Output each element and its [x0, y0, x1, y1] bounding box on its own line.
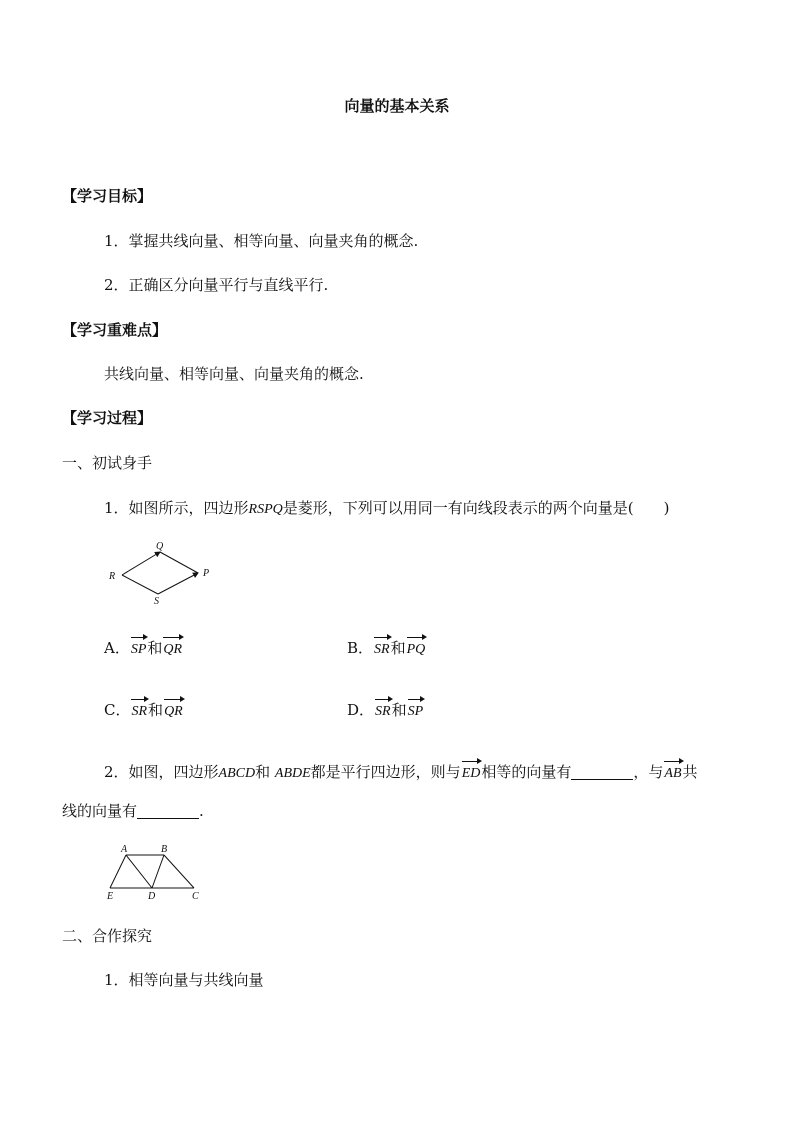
label-p: P [203, 568, 210, 579]
q2-vector-ed: ED [461, 764, 482, 784]
q2-shape-2: ABDE [274, 766, 311, 781]
option-d-vector-1: SR [374, 702, 392, 722]
question-2-line-2 [62, 801, 204, 821]
page-title: 向量的基本关系 [344, 97, 450, 115]
option-b-conj: 和 [390, 639, 406, 657]
edge-bc [164, 855, 194, 888]
label-a: A [121, 844, 128, 855]
option-b-label: B． [347, 639, 374, 657]
q2-mid-2: 都是平行四边形，则与 [310, 763, 461, 781]
question-1 [104, 498, 669, 520]
q2-vector-ab: AB [663, 764, 682, 784]
q1-shape: RSPQ [248, 502, 283, 517]
option-c-vector-2: QR [163, 702, 184, 722]
parallelogram-figure [100, 842, 210, 904]
question-2-line-1 [104, 762, 698, 784]
q2-mid-4: ，与 [633, 763, 664, 781]
rhombus-figure [100, 538, 230, 610]
q2-answer-blank-1[interactable] [571, 763, 633, 780]
q2-mid-1: 和 [255, 763, 271, 781]
option-d-label: D． [347, 701, 375, 719]
label-e: E [107, 891, 114, 902]
q1-option-b[interactable] [347, 638, 426, 660]
option-d-vector-2: SP [407, 702, 425, 722]
key-header: 【学习重难点】 [62, 321, 168, 339]
q1-prefix: 1．如图所示，四边形 [104, 499, 249, 517]
option-b-vector-1: SR [373, 640, 391, 660]
q1-option-c[interactable] [104, 700, 184, 722]
label-r: R [109, 571, 116, 582]
key-text: 共线向量、相等向量、向量夹角的概念. [104, 365, 364, 383]
option-a-vector-1: SP [130, 640, 148, 660]
edge-rs [122, 575, 158, 594]
label-c: C [192, 891, 199, 902]
edge-ae [110, 855, 126, 888]
part1-header: 一、初试身手 [62, 454, 153, 472]
q2-shape-1: ABCD [218, 766, 256, 781]
part2-header: 二、合作探究 [62, 927, 153, 945]
q2-prefix: 2．如图，四边形 [104, 763, 219, 781]
q2-end-1: 共 [682, 763, 698, 781]
label-b: B [161, 844, 168, 855]
process-header: 【学习过程】 [62, 409, 153, 427]
goals-header: 【学习目标】 [62, 187, 153, 205]
label-s: S [154, 596, 159, 607]
label-q: Q [156, 541, 164, 552]
option-a-vector-2: QR [162, 640, 183, 660]
edge-sp [158, 573, 198, 594]
option-c-label: C． [104, 701, 131, 719]
option-a-label: A． [104, 639, 130, 657]
q2-end-2: . [199, 802, 204, 820]
edge-rq [122, 552, 160, 575]
q1-suffix: 是菱形，下列可以用同一有向线段表示的两个向量是( ) [282, 499, 670, 517]
option-a-conj: 和 [147, 639, 163, 657]
q2-mid-3: 相等的向量有 [481, 763, 572, 781]
label-d: D [148, 891, 156, 902]
edge-qp [160, 552, 198, 573]
q2-line-2-text: 线的向量有 [62, 802, 138, 820]
option-c-vector-1: SR [130, 702, 148, 722]
edge-bd [152, 855, 164, 888]
option-d-conj: 和 [391, 701, 407, 719]
q2-answer-blank-2[interactable] [137, 802, 199, 819]
goal-1: 1．掌握共线向量、相等向量、向量夹角的概念. [104, 232, 419, 250]
part2-item-1: 1．相等向量与共线向量 [104, 971, 264, 989]
q1-option-a[interactable] [104, 638, 183, 660]
goal-2: 2．正确区分向量平行与直线平行. [104, 276, 329, 294]
edge-ad [126, 855, 152, 888]
option-b-vector-2: PQ [406, 640, 427, 660]
option-c-conj: 和 [148, 701, 164, 719]
q1-option-d[interactable] [347, 700, 424, 722]
